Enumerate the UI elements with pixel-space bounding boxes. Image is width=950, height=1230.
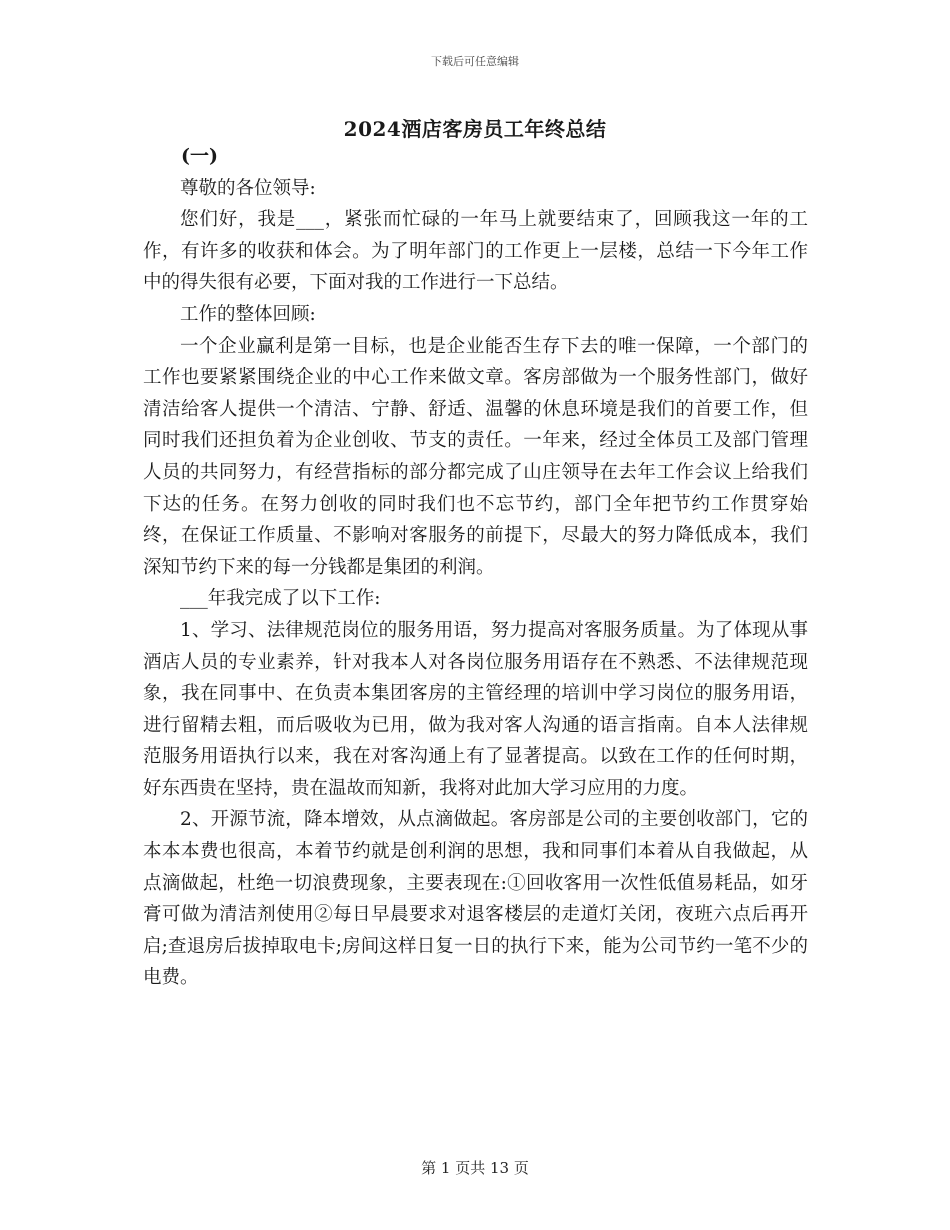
review-paragraph: 一个企业赢利是第一目标，也是企业能否生存下去的唯一保障，一个部门的工作也要紧紧围绕企业的中心工作来做文章。客房部做为一个服务性部门，做好清洁给客人提供一个清洁、宁静、舒适、温馨的休息环境是我们的首要工作，但同时我们还担负着为企业创收、节支的责任。一年来，经过全体员工及部门管理人员的共同努力，有经营指标的部分都完成了山庄领导在去年工作会议上给我们下达的任务。在努力创收的同时我们也不忘节约，部门全年把节约工作贯穿始终，在保证工作质量、不影响对客服务的前提下，尽最大的努力降低成本，我们深知节约下来的每一分钱都是集团的利润。 (143, 335, 808, 578)
document-title: 2024酒店客房员工年终总结 (343, 117, 607, 141)
subheading-review: 工作的整体回顾: (180, 303, 316, 325)
section-heading: (一) (181, 145, 218, 167)
work-item-2: 2、开源节流，降本增效，从点滴做起。客房部是公司的主要创收部门，它的本本本费也很高，本着节约就是创利润的思想，我和同事们本着从自我做起，从点滴做起，杜绝一切浪费现象，主要表现在:①回收客用一次性低值易耗品，如牙膏可做为清洁剂使用②每日早晨要求对退客楼层的走道灯关闭，夜班六点后再开启;查退房后拔掉取电卡;房间这样日复一日的执行下来，能为公司节约一笔不少的电费。 (143, 809, 808, 989)
intro-paragraph: 您们好，我是___，紧张而忙碌的一年马上就要结束了，回顾我这一年的工作，有许多的收获和体会。为了明年部门的工作更上一层楼，总结一下今年工作中的得失很有必要，下面对我的工作进行一下总结。 (143, 209, 808, 294)
salutation: 尊敬的各位领导: (180, 177, 316, 199)
document-body (143, 141, 808, 994)
work-item-1: 1、学习、法律规范岗位的服务用语，努力提高对客服务质量。为了体现从事酒店人员的专业素养，针对我本人对各岗位服务用语存在不熟悉、不法律规范现象，我在同事中、在负责本集团客房的主管经理的培训中学习岗位的服务用语，进行留精去粗，而后吸收为已用，做为我对客人沟通的语言指南。自本人法律规范服务用语执行以来，我在对客沟通上有了显著提高。以致在工作的任何时期，好东西贵在坚持，贵在温故而知新，我将对此加大学习应用的力度。 (143, 619, 808, 799)
subheading-completed-work: ___年我完成了以下工作: (180, 588, 381, 610)
page-footer: 第 1 页共 13 页 (421, 1159, 529, 1177)
header-note: 下载后可任意编辑 (431, 55, 519, 68)
